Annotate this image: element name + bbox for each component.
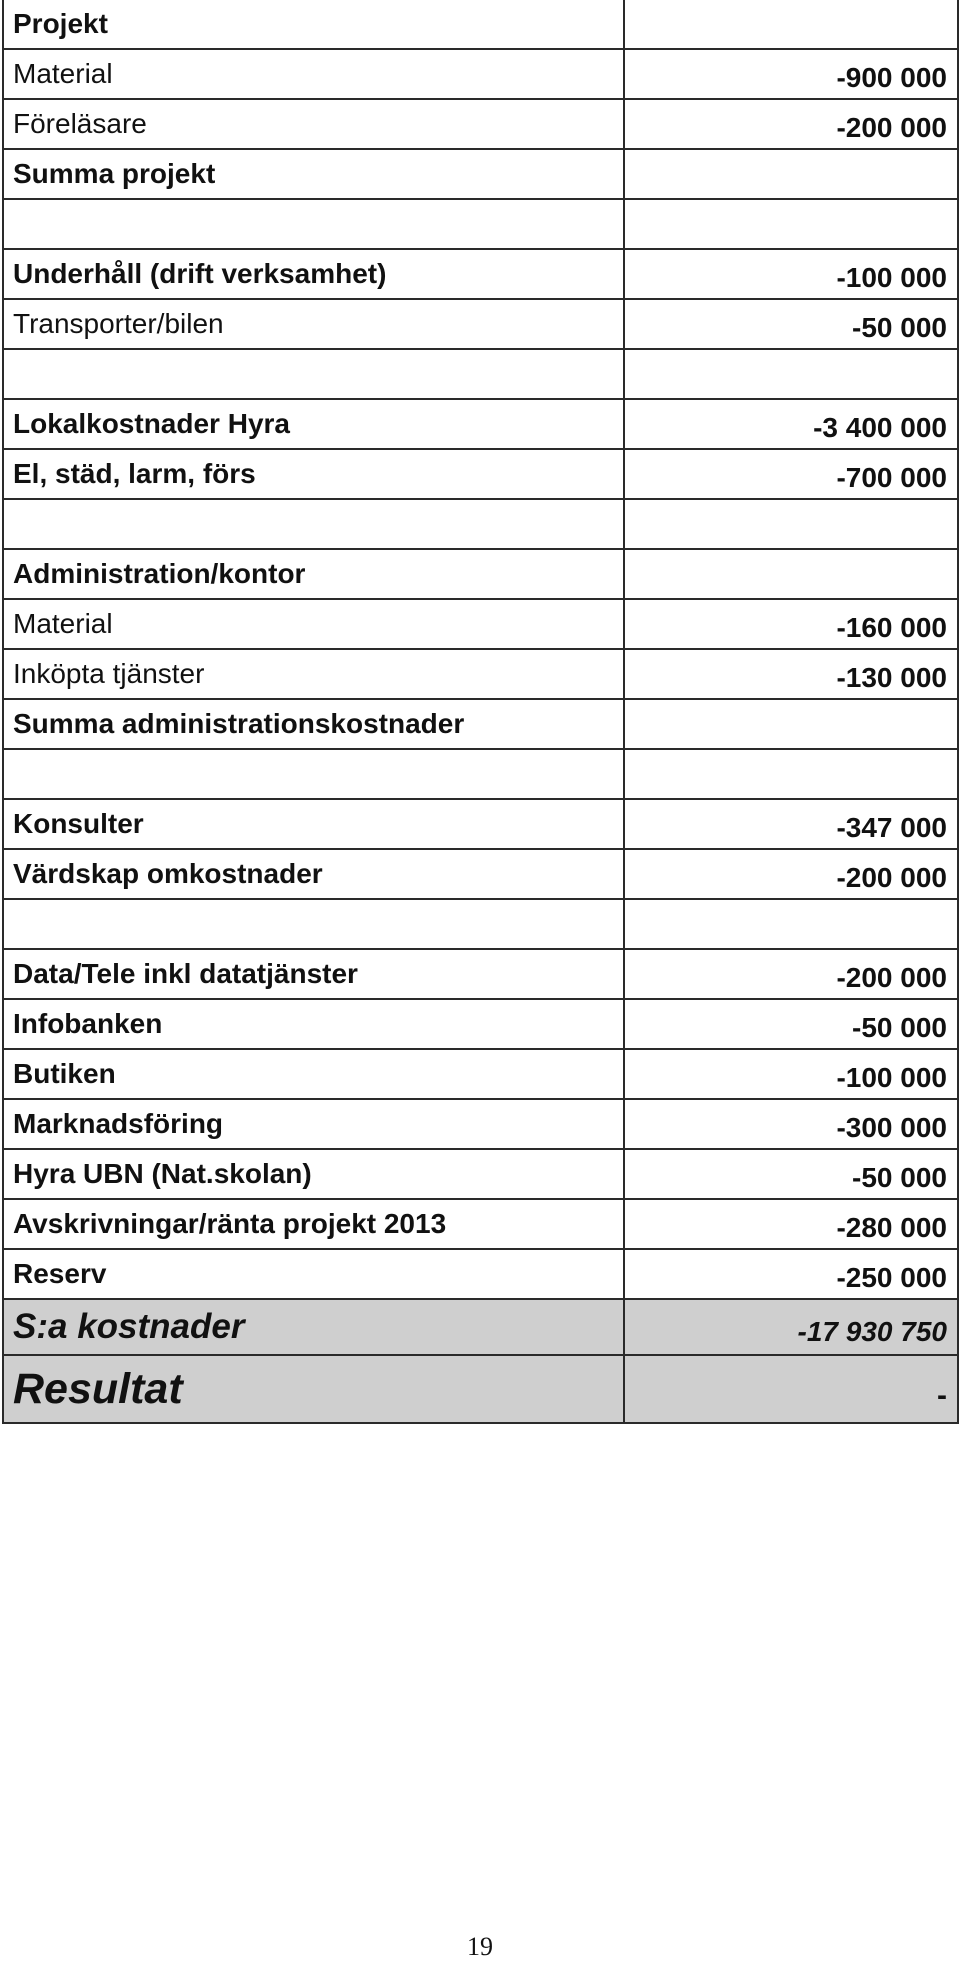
row-value — [624, 349, 958, 399]
spacer-row — [3, 349, 958, 399]
row-label: Administration/kontor — [3, 549, 624, 599]
row-label: Material — [3, 599, 624, 649]
row-value — [624, 199, 958, 249]
row-value: -200 000 — [624, 849, 958, 899]
row-value: -100 000 — [624, 249, 958, 299]
budget-table — [2, 0, 959, 1424]
row-value: -900 000 — [624, 49, 958, 99]
row-label — [3, 499, 624, 549]
row-label — [3, 199, 624, 249]
row-label: Lokalkostnader Hyra — [3, 399, 624, 449]
row-label: Föreläsare — [3, 99, 624, 149]
row-label: Reserv — [3, 1249, 624, 1299]
budget-table-body — [3, 0, 958, 1423]
spacer-row — [3, 199, 958, 249]
row-label — [3, 349, 624, 399]
row-value: -130 000 — [624, 649, 958, 699]
total-costs-label: S:a kostnader — [3, 1299, 624, 1355]
table-row — [3, 549, 958, 599]
row-value — [624, 499, 958, 549]
table-row — [3, 649, 958, 699]
row-label: Marknadsföring — [3, 1099, 624, 1149]
row-label: Konsulter — [3, 799, 624, 849]
row-label: Butiken — [3, 1049, 624, 1099]
row-value: -3 400 000 — [624, 399, 958, 449]
table-row — [3, 1149, 958, 1199]
spacer-row — [3, 899, 958, 949]
row-value: -50 000 — [624, 299, 958, 349]
row-value: -200 000 — [624, 949, 958, 999]
row-value: -100 000 — [624, 1049, 958, 1099]
row-value: -50 000 — [624, 1149, 958, 1199]
table-row — [3, 249, 958, 299]
row-value — [624, 899, 958, 949]
row-value — [624, 699, 958, 749]
row-label: Hyra UBN (Nat.skolan) — [3, 1149, 624, 1199]
row-value — [624, 549, 958, 599]
row-label — [3, 899, 624, 949]
result-value: - — [624, 1355, 958, 1423]
row-value: -700 000 — [624, 449, 958, 499]
table-row — [3, 149, 958, 199]
table-row — [3, 0, 958, 49]
row-label: Data/Tele inkl datatjänster — [3, 949, 624, 999]
row-value: -50 000 — [624, 999, 958, 1049]
table-row — [3, 399, 958, 449]
row-label — [3, 749, 624, 799]
row-value: -250 000 — [624, 1249, 958, 1299]
result-label: Resultat — [3, 1355, 624, 1423]
table-row — [3, 299, 958, 349]
row-value: -280 000 — [624, 1199, 958, 1249]
table-row — [3, 949, 958, 999]
table-row — [3, 999, 958, 1049]
row-label: Värdskap omkostnader — [3, 849, 624, 899]
row-value: -300 000 — [624, 1099, 958, 1149]
table-row — [3, 449, 958, 499]
total-costs-row — [3, 1299, 958, 1355]
table-row — [3, 1099, 958, 1149]
table-row — [3, 99, 958, 149]
row-label: Transporter/bilen — [3, 299, 624, 349]
table-row — [3, 599, 958, 649]
table-row — [3, 849, 958, 899]
row-label: Inköpta tjänster — [3, 649, 624, 699]
spacer-row — [3, 499, 958, 549]
row-label: Underhåll (drift verksamhet) — [3, 249, 624, 299]
row-label: El, städ, larm, förs — [3, 449, 624, 499]
row-value — [624, 749, 958, 799]
table-row — [3, 799, 958, 849]
row-label: Infobanken — [3, 999, 624, 1049]
table-row — [3, 699, 958, 749]
row-label: Summa projekt — [3, 149, 624, 199]
result-row — [3, 1355, 958, 1423]
row-value — [624, 0, 958, 49]
table-row — [3, 1049, 958, 1099]
row-value: -347 000 — [624, 799, 958, 849]
page-number: 19 — [467, 1932, 493, 1961]
row-label: Summa administrationskostnader — [3, 699, 624, 749]
row-value: -200 000 — [624, 99, 958, 149]
row-label: Projekt — [3, 0, 624, 49]
row-value: -160 000 — [624, 599, 958, 649]
row-label: Material — [3, 49, 624, 99]
total-costs-value: -17 930 750 — [624, 1299, 958, 1355]
row-label: Avskrivningar/ränta projekt 2013 — [3, 1199, 624, 1249]
table-row — [3, 1249, 958, 1299]
spacer-row — [3, 749, 958, 799]
row-value — [624, 149, 958, 199]
table-row — [3, 1199, 958, 1249]
table-row — [3, 49, 958, 99]
